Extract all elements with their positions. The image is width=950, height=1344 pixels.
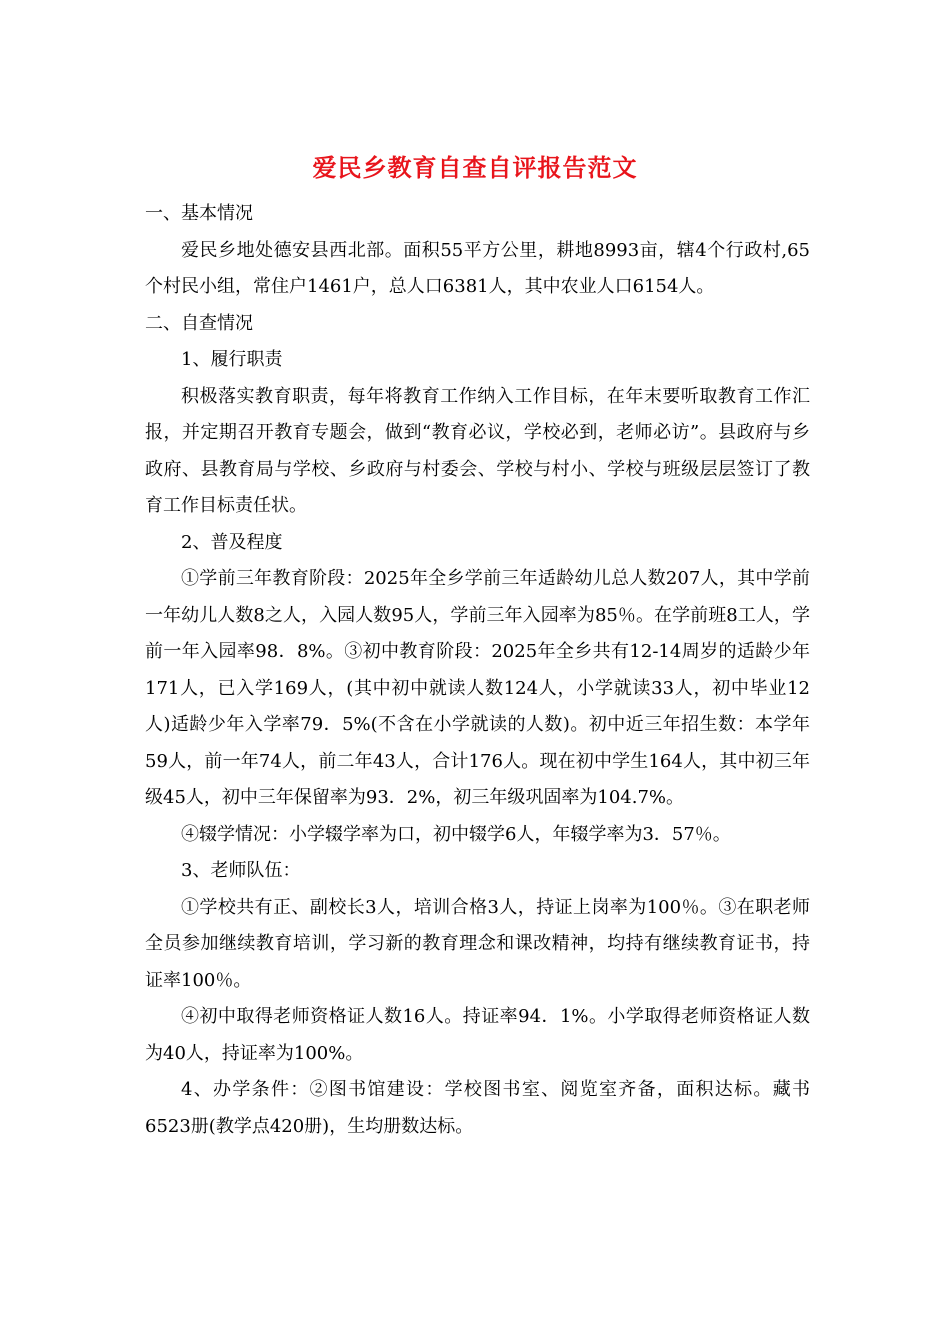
section-heading: 二、自查情况 (145, 312, 253, 334)
paragraph: 爱民乡地处德安县西北部。面积55平方公里，耕地8993亩，辖4个行政村,65个村民小组，常住户1461户，总人口6381人，其中农业人口6154人。 (145, 239, 810, 297)
document-body (145, 196, 810, 1145)
section-heading: 一、基本情况 (145, 203, 253, 224)
paragraph: 4、办学条件：②图书馆建设：学校图书室、阅览室齐备，面积达标。藏书6523册(教学点420册)，生均册数达标。 (145, 1079, 810, 1137)
subsection-heading: 2、普及程度 (181, 531, 283, 553)
document-title: 爱民乡教育自查自评报告范文 (312, 153, 638, 182)
paragraph: ①学前三年教育阶段：2025年全乡学前三年适龄幼儿总人数207人，其中学前一年幼儿人数8之人，入园人数95人，学前三年入园率为85％。在学前班8工人，学前一年入园率98．8%。③初中教育阶段：2025年全乡共有12-14周岁的适龄少年171人，已入学169人，(其中初中就读人数124人，小学就读33人，初中毕业12人)适龄少年入学率79．5%(不含在小学就读的人数)。初中近三年招生数：本学年59人，前一年74人，前二年43人，合计176人。现在初中学生164人，其中初三年级45人，初中三年保留率为93．2%，初三年级巩固率为104.7%。 (145, 568, 810, 808)
paragraph: ④辍学情况：小学辍学率为口，初中辍学6人，年辍学率为3．57％。 (181, 823, 731, 845)
subsection-heading: 1、履行职责 (181, 349, 283, 370)
paragraph: ①学校共有正、副校长3人，培训合格3人，持证上岗率为100％。③在职老师全员参加继续教育培训，学习新的教育理念和课改精神，均持有继续教育证书，持证率100％。 (145, 896, 810, 991)
paragraph: 积极落实教育职责，每年将教育工作纳入工作目标，在年末要听取教育工作汇报，并定期召开教育专题会，做到“教育必议，学校必到，老师必访”。县政府与乡政府、县教育局与学校、乡政府与村委会、学校与村小、学校与班级层层签订了教育工作目标责任状。 (145, 385, 810, 516)
subsection-heading: 3、老师队伍： (181, 860, 301, 881)
paragraph: ④初中取得老师资格证人数16人。持证率94．1%。小学取得老师资格证人数为40人，持证率为100%。 (145, 1006, 810, 1064)
